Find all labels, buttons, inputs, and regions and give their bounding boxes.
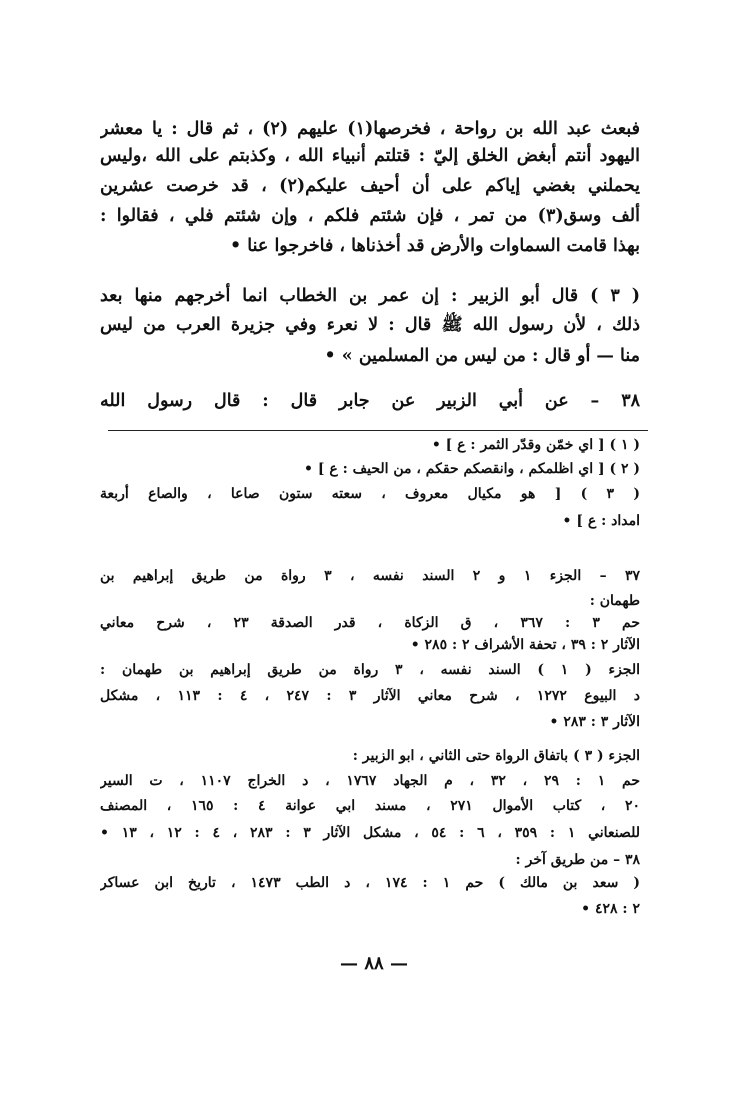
footnote: ( ٢ ) [ اي اظلمكم ، وانقصكم حقكم ، من الحيف : ع ] • [304,461,640,477]
source-line: الآثار ٢ : ٣٩ ، تحفة الأشراف ٢ : ٢٨٥ • [410,637,640,653]
source-line: الآثار ٣ : ٢٨٣ • [549,714,640,730]
footnote: ( ١ ) [ اي خمّن وقدّر الثمر : ع ] • [431,437,640,453]
page-number: — ٨٨ — [340,953,408,974]
main-text-line: فبعث عبد الله بن رواحة ، فخرصها(١) عليهم (٢) ، ثم قال : يا معشر [100,119,640,139]
source-line: حم ١ : ٢٩ ، ٣٢ ، م الجهاد ١٧٦٧ ، د الخراج ١١٠٧ ، ت السير [100,773,640,789]
hadith-heading: ٣٨ – عن أبي الزبير عن جابر قال : قال رسول الله [100,391,640,411]
source-line: للصنعاني ١ : ٣٥٩ ، ٦ : ٥٤ ، مشكل الآثار ٣ : ٢٨٣ ، ٤ : ١٢ ، ١٣ • [100,825,640,841]
source-line: ٣٨ – من طريق آخر : [515,852,640,868]
source-line: حم ٣ : ٣٦٧ ، ق الزكاة ، قدر الصدقة ٢٣ ، شرح معاني [100,615,640,631]
main-text-line: منا — أو قال : من ليس من المسلمين » • [324,346,640,366]
footnote: امداد : ع ] • [562,513,640,529]
source-line: ( سعد بن مالك ) حم ١ : ١٧٤ ، د الطب ١٤٧٣ ، تاريخ ابن عساكر [100,875,640,891]
main-text-line: ذلك ، لأن رسول الله ﷺ قال : لا نعرء وفي جزيرة العرب من ليس [100,315,640,335]
main-text-line: ( ٣ ) قال أبو الزبير : إن عمر بن الخطاب انما أخرجهم منها بعد [100,286,640,306]
main-text-line: ألف وسق(٣) من تمر ، فإن شئتم فلكم ، وإن شئتم فلي ، فقالوا : [100,206,640,226]
main-text-line: يحملني بغضي إياكم على أن أحيف عليكم(٢) ، قد خرصت عشرين [100,176,640,196]
source-line: ٢ : ٤٢٨ • [581,901,640,917]
source-line: ٢٠ ، كتاب الأموال ٢٧١ ، مسند ابي عوانة ٤ : ١٦٥ ، المصنف [100,798,640,814]
main-text-line: بهذا قامت السماوات والأرض قد أخذناها ، فاخرجوا عنا • [230,236,640,256]
footnote-divider [108,430,648,431]
source-line: طهمان : [589,593,640,609]
source-line: الجزء ( ١ ) السند نفسه ، ٣ رواة من طريق إبراهيم بن طهمان : [100,662,640,678]
source-line: د البيوع ١٢٧٢ ، شرح معاني الآثار ٣ : ٢٤٧ ، ٤ : ١١٣ ، مشكل [100,688,640,704]
source-line: الجزء ( ٣ ) باتفاق الرواة حتى الثاني ، ابو الزبير : [352,748,640,764]
footnote: ( ٣ ) [ هو مكيال معروف ، سعته ستون صاعا ، والصاع أربعة [100,486,640,502]
main-text-line: اليهود أنتم أبغض الخلق إليّ : قتلتم أنبياء الله ، وكذبتم على الله ،وليس [100,146,640,166]
source-line: ٣٧ – الجزء ١ و ٢ السند نفسه ، ٣ رواة من طريق إبراهيم بن [100,568,640,584]
